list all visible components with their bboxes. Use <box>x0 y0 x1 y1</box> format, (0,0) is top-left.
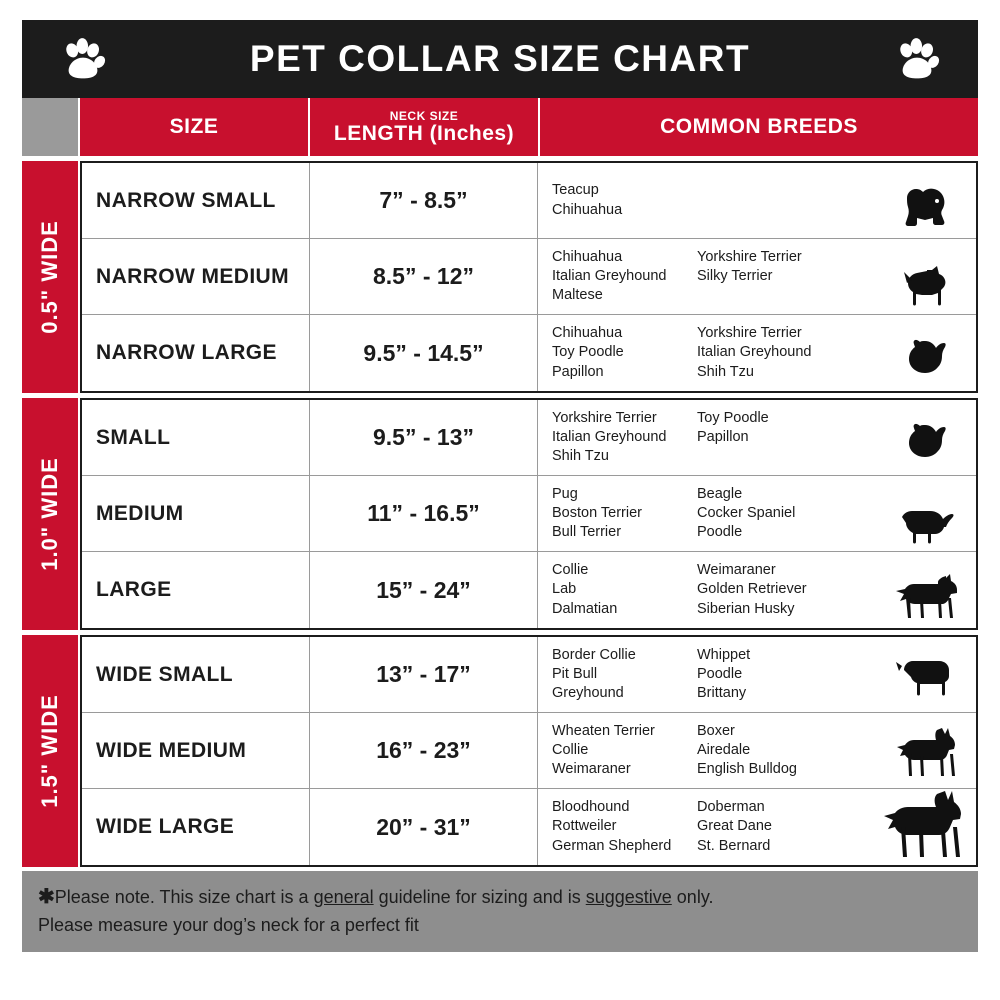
row-length: 11” - 16.5” <box>310 476 538 551</box>
breed-item: Golden Retriever <box>697 581 807 598</box>
row-size: NARROW MEDIUM <box>82 239 310 314</box>
breed-item: Wheaten Terrier <box>552 722 655 739</box>
breed-column-1 <box>552 722 697 780</box>
size-table <box>22 98 978 867</box>
breed-column-1 <box>552 409 697 467</box>
breed-item: Toy Poodle <box>552 344 624 361</box>
group-narrow <box>22 156 978 393</box>
group-rows-standard <box>80 398 978 630</box>
paw-icon <box>60 36 106 82</box>
breed-column-2 <box>697 248 847 306</box>
footer-line-2: Please measure your dog’s neck for a perfect fit <box>38 915 419 935</box>
breed-item: Doberman <box>697 799 765 816</box>
row-size: WIDE MEDIUM <box>82 713 310 788</box>
breed-item: Airedale <box>697 741 751 758</box>
table-row <box>82 476 976 552</box>
breed-item: Silky Terrier <box>697 267 773 284</box>
table-row <box>82 637 976 713</box>
papillon-silhouette <box>876 315 972 391</box>
row-breeds <box>538 476 976 551</box>
group-rows-wide <box>80 635 978 867</box>
row-breeds <box>538 315 976 391</box>
breed-column-1 <box>552 248 697 306</box>
row-length: 9.5” - 13” <box>310 400 538 475</box>
breed-item: Pit Bull <box>552 665 598 682</box>
table-row <box>82 789 976 865</box>
table-row <box>82 552 976 628</box>
breed-item: Papillon <box>552 363 604 380</box>
row-length: 7” - 8.5” <box>310 163 538 238</box>
breed-item: Teacup <box>552 182 599 199</box>
breed-column-1 <box>552 561 697 619</box>
footer-text-a: Please note. This size chart is a <box>54 887 314 907</box>
header-gutter <box>22 98 80 156</box>
chihuahua-silhouette <box>876 239 972 314</box>
breed-item: Italian Greyhound <box>552 428 667 445</box>
chart-header <box>22 20 978 98</box>
breed-item: Papillon <box>697 428 749 445</box>
footer-underline-general: general <box>313 887 374 907</box>
header-length-main: LENGTH (Inches) <box>333 122 515 145</box>
row-size: SMALL <box>82 400 310 475</box>
header-size: SIZE <box>80 98 310 156</box>
breed-item: Collie <box>552 562 589 579</box>
breed-item: Greyhound <box>552 685 624 702</box>
row-size: WIDE SMALL <box>82 637 310 712</box>
pug-silhouette <box>876 476 972 551</box>
table-header-row <box>22 98 978 156</box>
breed-item: Pug <box>552 485 578 502</box>
asterisk-icon: ✱ <box>38 886 55 908</box>
breed-item: Whippet <box>697 646 751 663</box>
breed-column-2 <box>697 409 847 467</box>
breed-item: Yorkshire Terrier <box>552 409 657 426</box>
row-breeds <box>538 552 976 628</box>
doberman-silhouette <box>876 789 972 865</box>
row-size: WIDE LARGE <box>82 789 310 865</box>
breed-item: Maltese <box>552 287 603 304</box>
breed-item: St. Bernard <box>697 837 771 854</box>
breed-item: Collie <box>552 741 589 758</box>
group-wide <box>22 630 978 867</box>
breed-item: Shih Tzu <box>697 363 754 380</box>
breed-item: Italian Greyhound <box>697 344 812 361</box>
group-rows-narrow <box>80 161 978 393</box>
table-row <box>82 163 976 239</box>
row-breeds <box>538 400 976 475</box>
footer-text-c: only. <box>671 887 714 907</box>
breed-item: Yorkshire Terrier <box>697 248 802 265</box>
row-breeds <box>538 637 976 712</box>
boxer-silhouette <box>876 713 972 788</box>
row-length: 15” - 24” <box>310 552 538 628</box>
breed-column-2 <box>697 561 847 619</box>
breed-item: Boxer <box>697 722 735 739</box>
breed-item: Bull Terrier <box>552 524 622 541</box>
breed-item: English Bulldog <box>697 761 797 778</box>
retriever-silhouette <box>876 552 972 628</box>
breed-item: Chihuahua <box>552 325 623 342</box>
breed-item: Boston Terrier <box>552 504 642 521</box>
breed-item: Rottweiler <box>552 818 617 835</box>
row-breeds <box>538 163 976 238</box>
group-label-wide <box>22 635 80 867</box>
group-label-narrow <box>22 161 80 393</box>
table-row <box>82 400 976 476</box>
row-length: 8.5” - 12” <box>310 239 538 314</box>
breed-item: Bloodhound <box>552 799 630 816</box>
page-title: PET COLLAR SIZE CHART <box>249 38 751 79</box>
breed-item: Cocker Spaniel <box>697 504 796 521</box>
breed-item: German Shepherd <box>552 837 672 854</box>
group-label-text: 0.5" WIDE <box>37 220 62 334</box>
breed-item: Weimaraner <box>697 562 776 579</box>
group-label-text: 1.0" WIDE <box>37 457 62 571</box>
footer-underline-suggestive: suggestive <box>585 887 672 907</box>
row-length: 20” - 31” <box>310 789 538 865</box>
group-standard <box>22 393 978 630</box>
breed-column-2 <box>697 485 847 543</box>
breed-item: Siberian Husky <box>697 600 795 617</box>
breed-column-2 <box>697 646 847 704</box>
bulldog-silhouette <box>876 637 972 712</box>
row-size: NARROW LARGE <box>82 315 310 391</box>
breed-item: Shih Tzu <box>552 448 609 465</box>
breed-item: Brittany <box>697 685 747 702</box>
group-label-text: 1.5" WIDE <box>37 694 62 808</box>
row-breeds <box>538 713 976 788</box>
breed-item: Beagle <box>697 485 743 502</box>
breed-item: Italian Greyhound <box>552 267 667 284</box>
table-row <box>82 315 976 391</box>
header-breeds: COMMON BREEDS <box>660 115 858 138</box>
breed-column-2 <box>697 798 847 856</box>
row-length: 9.5” - 14.5” <box>310 315 538 391</box>
breed-item: Lab <box>552 581 577 598</box>
breed-item: Great Dane <box>697 818 772 835</box>
breed-item: Border Collie <box>552 646 636 663</box>
breed-item: Chihuahua <box>552 248 623 265</box>
header-length-sub: NECK SIZE <box>389 109 459 123</box>
yorkie-silhouette <box>876 163 972 238</box>
row-size: MEDIUM <box>82 476 310 551</box>
breed-column-1 <box>552 181 697 220</box>
breed-item: Chihuahua <box>552 201 623 218</box>
breed-column-1 <box>552 485 697 543</box>
papillon-silhouette <box>876 400 972 475</box>
breed-item: Toy Poodle <box>697 409 769 426</box>
row-size: LARGE <box>82 552 310 628</box>
breed-column-1 <box>552 798 697 856</box>
breed-item: Weimaraner <box>552 761 631 778</box>
breed-column-2 <box>697 324 847 382</box>
table-row <box>82 239 976 315</box>
header-length <box>310 98 540 156</box>
row-length: 13” - 17” <box>310 637 538 712</box>
breed-item: Poodle <box>697 665 743 682</box>
row-breeds <box>538 789 976 865</box>
paw-icon <box>894 36 940 82</box>
footer-line-1 <box>38 883 962 912</box>
breed-item: Poodle <box>697 524 743 541</box>
breed-item: Yorkshire Terrier <box>697 325 802 342</box>
footer-note <box>22 871 978 952</box>
breed-item: Dalmatian <box>552 600 618 617</box>
footer-text-b: guideline for sizing and is <box>373 887 586 907</box>
table-row <box>82 713 976 789</box>
group-label-standard <box>22 398 80 630</box>
row-size: NARROW SMALL <box>82 163 310 238</box>
row-length: 16” - 23” <box>310 713 538 788</box>
breed-column-2 <box>697 722 847 780</box>
row-breeds <box>538 239 976 314</box>
breed-column-1 <box>552 646 697 704</box>
breed-column-1 <box>552 324 697 382</box>
breed-column-2 <box>697 181 847 220</box>
